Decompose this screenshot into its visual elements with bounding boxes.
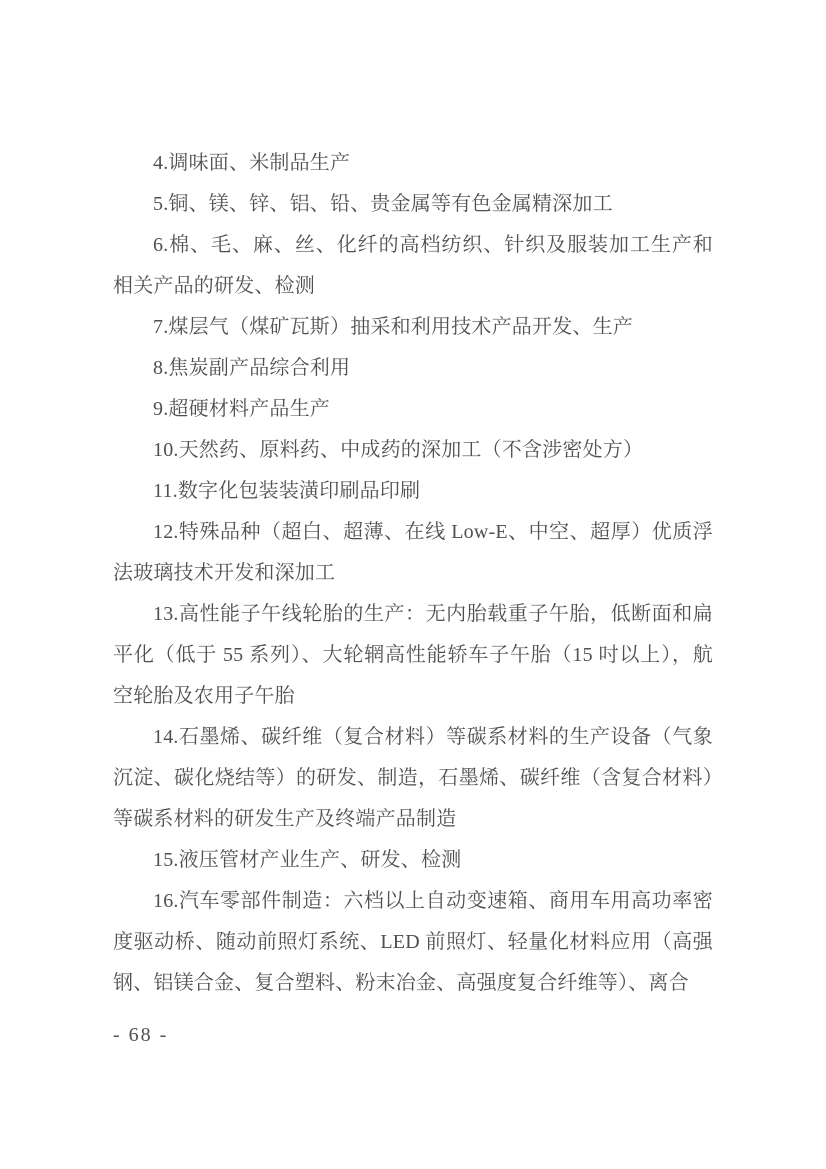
page-number: - 68 - xyxy=(113,1024,169,1046)
list-item: 5.铜、镁、锌、铝、铅、贵金属等有色金属精深加工 xyxy=(153,193,613,215)
list-item: 7.煤层气（煤矿瓦斯）抽采和利用技术产品开发、生产 xyxy=(153,316,633,338)
list-item: 15.液压管材产业生产、研发、检测 xyxy=(153,849,462,871)
document-body xyxy=(113,143,713,1004)
list-item: 4.调味面、米制品生产 xyxy=(153,152,351,174)
list-item: 9.超硬材料产品生产 xyxy=(153,398,330,420)
list-item: 12.特殊品种（超白、超薄、在线 Low-E、中空、超厚）优质浮法玻璃技术开发和深加工 xyxy=(113,521,713,584)
list-item: 14.石墨烯、碳纤维（复合材料）等碳系材料的生产设备（气象沉淀、碳化烧结等）的研发、制造，石墨烯、碳纤维（含复合材料）等碳系材料的研发生产及终端产品制造 xyxy=(113,726,713,830)
list-item: 10.天然药、原料药、中成药的深加工（不含涉密处方） xyxy=(153,439,644,461)
list-item: 11.数字化包装装潢印刷品印刷 xyxy=(153,480,421,502)
list-item: 8.焦炭副产品综合利用 xyxy=(153,357,351,379)
list-item: 13.高性能子午线轮胎的生产：无内胎载重子午胎，低断面和扁平化（低于 55 系列）、大轮辋高性能轿车子午胎（15 吋以上），航空轮胎及农用子午胎 xyxy=(113,603,713,707)
list-item: 6.棉、毛、麻、丝、化纤的高档纺织、针织及服装加工生产和相关产品的研发、检测 xyxy=(113,234,713,297)
list-item: 16.汽车零部件制造：六档以上自动变速箱、商用车用高功率密度驱动桥、随动前照灯系统、LED 前照灯、轻量化材料应用（高强钢、铝镁合金、复合塑料、粉末冶金、高强度复合纤维等）、离合 xyxy=(113,890,713,994)
